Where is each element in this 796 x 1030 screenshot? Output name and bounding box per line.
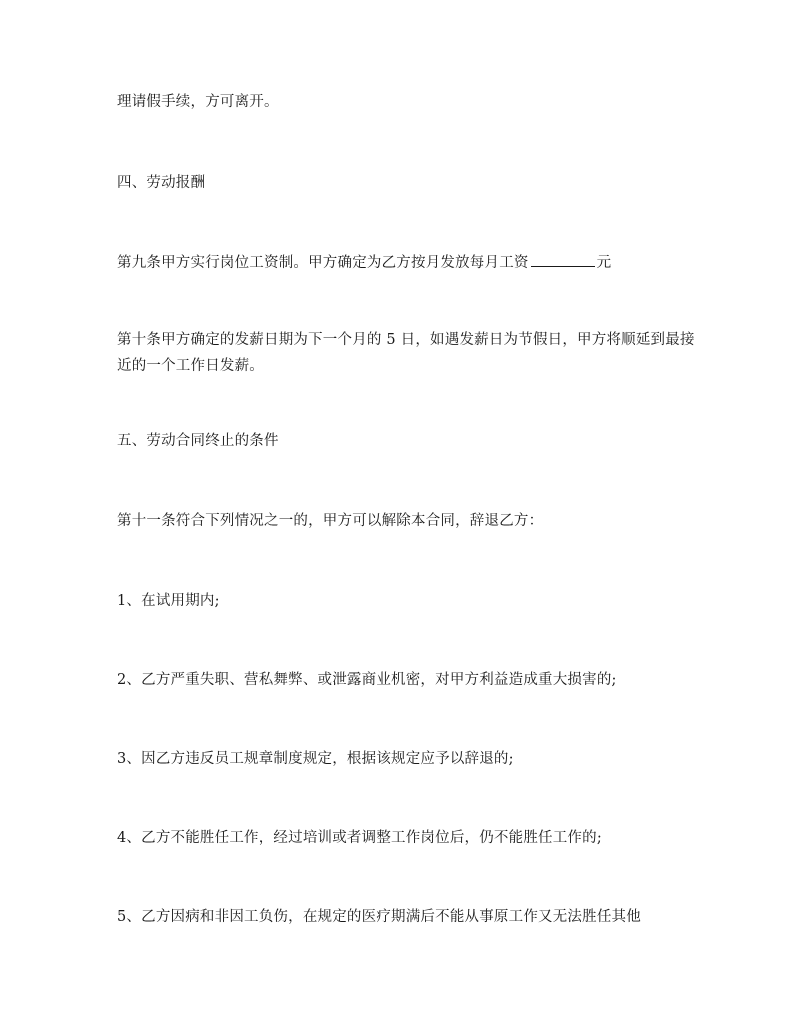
paragraph-article-10: 第十条甲方确定的发薪日期为下一个月的 5 日，如遇发薪日为节假日，甲方将顺延到最接近的一个工作日发薪。 [117,332,695,374]
paragraph-article-11: 第十一条符合下列情况之一的，甲方可以解除本合同，辞退乙方： [117,513,544,529]
article-9-unit: 元 [596,255,612,271]
list-item-2: 2、乙方严重失职、营私舞弊、或泄露商业机密，对甲方利益造成重大损害的; [117,672,617,688]
list-item-5: 5、乙方因病和非因工负伤，在规定的医疗期满后不能从事原工作又无法胜任其他 [117,909,641,925]
list-item-1: 1、在试用期内; [117,593,220,609]
paragraph-article-9 [117,250,697,276]
list-item-4: 4、乙方不能胜任工作，经过培训或者调整工作岗位后，仍不能胜任工作的; [117,830,602,846]
salary-blank-line [531,251,595,267]
paragraph-continuation: 理请假手续，方可离开。 [117,94,279,110]
article-9-text: 第九条甲方实行岗位工资制。甲方确定为乙方按月发放每月工资 [117,255,529,271]
list-item-3: 3、因乙方违反员工规章制度规定，根据该规定应予以辞退的; [117,751,514,767]
section-heading-termination-conditions: 五、劳动合同终止的条件 [117,433,279,449]
section-heading-labor-remuneration: 四、劳动报酬 [117,175,206,191]
